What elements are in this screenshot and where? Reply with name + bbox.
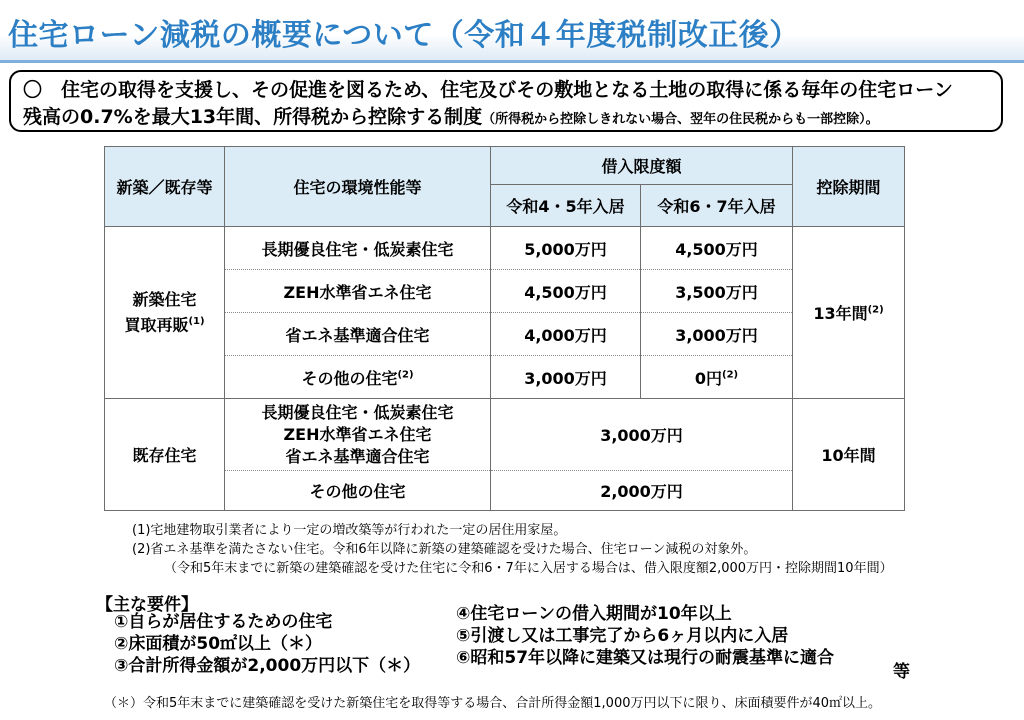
table-cell: 5,000万円 bbox=[491, 227, 641, 270]
requirement-item: ⑥昭和57年以降に建築又は現行の耐震基準に適合 bbox=[456, 648, 835, 668]
new-house-label-line1: 新築住宅 bbox=[132, 289, 197, 309]
title-bar bbox=[0, 0, 1024, 62]
requirement-item: ②床面積が50㎡以上（＊） bbox=[114, 634, 323, 654]
header-limit-r4-5: 令和4・5年入居 bbox=[491, 185, 641, 227]
table-cell: 4,500万円 bbox=[491, 270, 641, 313]
table-cell: 3,500万円 bbox=[641, 270, 793, 313]
existing-house-label: 既存住宅 bbox=[105, 399, 225, 511]
table-cell: 3,000万円 bbox=[491, 356, 641, 399]
resale-label: 買取再販 bbox=[124, 315, 189, 335]
intro-line-2-main: 残高の0.7%を最大13年間、所得税から控除する制度 bbox=[23, 106, 483, 128]
requirements-left bbox=[114, 611, 420, 677]
zero-yen-note-mark: (2) bbox=[722, 369, 739, 381]
header-period: 控除期間 bbox=[793, 147, 905, 227]
table-cell: ZEH水準省エネ住宅 bbox=[225, 270, 491, 313]
loan-limit-table bbox=[104, 146, 905, 511]
existing-perf-other: その他の住宅 bbox=[225, 471, 491, 511]
existing-limit-1: 3,000万円 bbox=[491, 399, 793, 471]
requirements-heading: 【主な要件】 bbox=[96, 595, 198, 615]
note-2: (2)省エネ基準を満たさない住宅。令和6年以降に新築の建築確認を受けた場合、住宅ローン減税の対象外。 bbox=[132, 542, 757, 557]
requirements-right bbox=[456, 603, 834, 669]
page-title: 住宅ローン減税の概要について（令和４年度税制改正後） bbox=[8, 18, 800, 53]
new-house-label bbox=[105, 227, 225, 399]
table-cell: 長期優良住宅・低炭素住宅 bbox=[225, 227, 491, 270]
existing-perf-group bbox=[225, 399, 491, 471]
title-underline bbox=[0, 60, 1024, 63]
existing-limit-2: 2,000万円 bbox=[491, 471, 793, 511]
note-1: (1)宅地建物取引業者により一定の増改築等が行われた一定の居住用家屋。 bbox=[132, 523, 567, 538]
requirement-item: ③合計所得金額が2,000万円以下（＊） bbox=[114, 656, 421, 676]
header-limit: 借入限度額 bbox=[491, 147, 793, 185]
new-house-label-line2 bbox=[109, 311, 220, 336]
table-notes bbox=[132, 521, 893, 578]
table-cell: 3,000万円 bbox=[641, 313, 793, 356]
footnote: （＊）令和5年末までに建築確認を受けた新築住宅を取得等する場合、合計所得金額1,000万円以下に限り、床面積要件が40㎡以上。 bbox=[104, 696, 882, 711]
existing-perf-line2: ZEH水準省エネ住宅 bbox=[283, 424, 432, 444]
intro-line-2 bbox=[23, 104, 1001, 133]
table-cell: 4,000万円 bbox=[491, 313, 641, 356]
table-cell: 4,500万円 bbox=[641, 227, 793, 270]
zero-yen: 0円 bbox=[694, 368, 723, 388]
table-cell: 省エネ基準適合住宅 bbox=[225, 313, 491, 356]
requirement-item: ①自らが居住するための住宅 bbox=[114, 612, 333, 632]
intro-line-1: 〇 住宅の取得を支援し、その促進を図るため、住宅及びその敷地となる土地の取得に係る毎年の住宅ローン bbox=[23, 79, 953, 101]
header-limit-r6-7: 令和6・7年入居 bbox=[641, 185, 793, 227]
header-type: 新築／既存等 bbox=[105, 147, 225, 227]
table-cell bbox=[225, 356, 491, 399]
other-house-label: その他の住宅 bbox=[301, 368, 398, 388]
existing-perf-line1: 長期優良住宅・低炭素住宅 bbox=[261, 402, 454, 422]
intro-line-2-note: （所得税から控除しきれない場合、翌年の住民税からも一部控除）。 bbox=[482, 112, 879, 127]
header-performance: 住宅の環境性能等 bbox=[225, 147, 491, 227]
resale-note-mark: (1) bbox=[188, 315, 205, 327]
other-house-note-mark: (2) bbox=[397, 369, 414, 381]
requirements-etc: 等 bbox=[893, 662, 910, 682]
existing-perf-line3: 省エネ基準適合住宅 bbox=[285, 446, 430, 466]
requirement-item: ④住宅ローンの借入期間が10年以上 bbox=[456, 604, 732, 624]
existing-period: 10年間 bbox=[793, 399, 905, 511]
period-13-years: 13年間 bbox=[813, 304, 868, 323]
requirement-item: ⑤引渡し又は工事完了から6ヶ月以内に入居 bbox=[456, 626, 789, 646]
note-3: （令和5年末までに新築の建築確認を受けた住宅に令和6・7年に入居する場合は、借入限度額2,000万円・控除期間10年間） bbox=[164, 561, 893, 576]
intro-box bbox=[9, 70, 1003, 132]
table-cell bbox=[641, 356, 793, 399]
period-note-mark: (2) bbox=[867, 304, 884, 316]
new-house-period bbox=[793, 227, 905, 399]
